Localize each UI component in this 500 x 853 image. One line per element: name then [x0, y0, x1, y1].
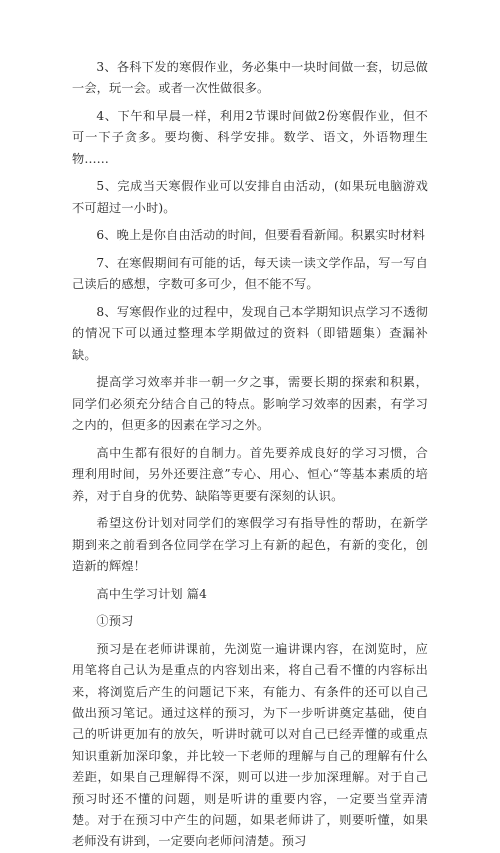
subsection-title: ①预习: [96, 614, 134, 629]
paragraph-item-7: 7、在寒假期间有可能的话，每天读一读文学作品，写一写自己读后的感想，字数可多可少，但不能不写。: [72, 256, 428, 292]
paragraph-item-5: 5、完成当天寒假作业可以安排自由活动，(如果玩电脑游戏不可超过一小时)。: [72, 179, 428, 215]
paragraph-self-control: 高中生都有很好的自制力。首先要养成良好的学习习惯，合理利用时间，另外还要注意”专心、用心、恒心“等基本素质的培养，对于自身的优势、缺陷等更要有深刻的认识。: [72, 445, 428, 503]
section-title: 高中生学习计划 篇4: [96, 586, 208, 601]
paragraph-item-6: 6、晚上是你自由活动的时间，但要看看新闻。积累实时材料: [96, 228, 426, 243]
paragraph-efficiency: 提高学习效率并非一朝一夕之事，需要长期的探索和积累，同学们必须充分结合自己的特点。影响学习效率的因素，有学习之内的，但更多的因素在学习之外。: [72, 375, 428, 433]
paragraph-closing: 希望这份计划对同学们的寒假学习有指导性的帮助，在新学期到来之前看到各位同学在学习上有新的起色，有新的变化，创造新的辉煌！: [72, 516, 428, 574]
paragraph-item-8: 8、写寒假作业的过程中，发现自己本学期知识点学习不透彻的情况下可以通过整理本学期做过的资料（即错题集）查漏补缺。: [72, 305, 428, 362]
paragraph-item-3: 3、各科下发的寒假作业，务必集中一块时间做一套，切忌做一会，玩一会。或者一次性做很多。: [72, 60, 428, 96]
paragraph-preview: 预习是在老师讲课前，先浏览一遍讲课内容，在浏览时，应用笔将自己认为是重点的内容划出来，将自己看不懂的内容标出来，将浏览后产生的问题记下来，有能力、有条件的还可以自己做出预习笔记。通过这样的预习，为下一步听讲奠定基础，使自己的听讲更加有的放矢，听讲时就可以对自己已经弄懂的或重点知识重新加深印象，并比较一下老师的理解与自己的理解有什么差距，如果自己理解得不深，则可以进一步加深理解。对于自己预习时还不懂的问题，则是听讲的重要内容，一定要当堂弄清楚。对于在预习中产生的问题，如果老师讲了，则要听懂，如果老师没有讲到，一定要向老师问清楚。预习: [72, 641, 428, 849]
paragraph-item-4: 4、下午和早晨一样，利用2节课时间做2份寒假作业，但不可一下子贪多。要均衡、科学安排。数学、语文，外语物理生物……: [72, 109, 428, 166]
